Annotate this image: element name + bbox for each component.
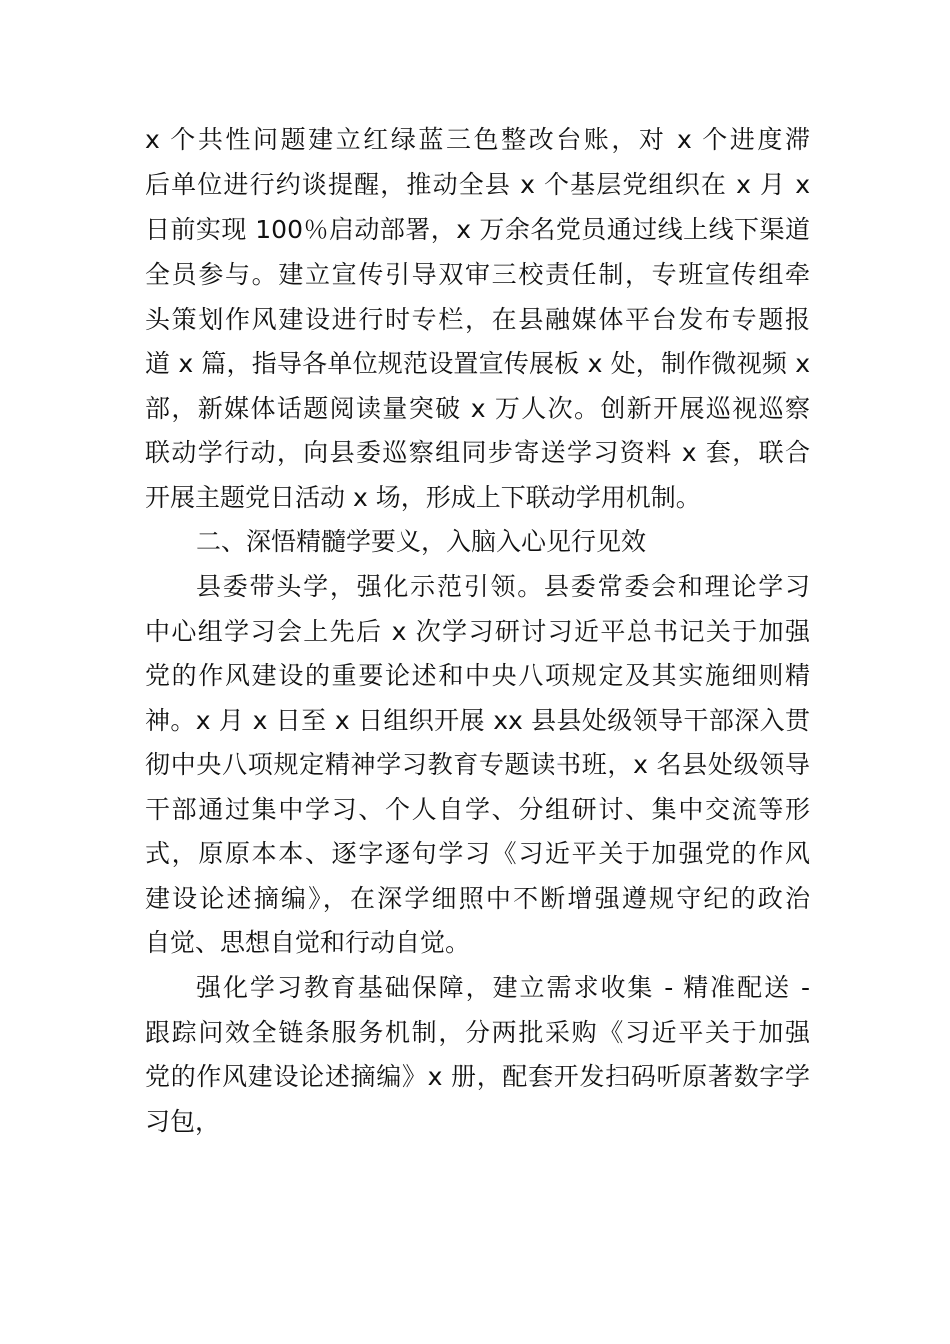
text-line: 跟踪问效全链条服务机制，分两批采购《习近平关于加强 (145, 1018, 810, 1047)
text-line: 开展主题党日活动 x 场，形成上下联动学用机制。 (145, 483, 701, 512)
text-line: 干部通过集中学习、个人自学、分组研讨、集中交流等形 (145, 795, 810, 824)
text-line: 自觉、思想自觉和行动自觉。 (145, 928, 471, 957)
text-line: 中心组学习会上先后 x 次学习研讨习近平总书记关于加强 (145, 617, 810, 646)
text-line: 日前实现 100％启动部署，x 万余名党员通过线上线下渠道 (145, 215, 810, 244)
text-line: 全员参与。建立宣传引导双审三校责任制，专班宣传组牵 (145, 260, 810, 289)
text-line: 彻中央八项规定精神学习教育专题读书班，x 名县处级领导 (145, 750, 810, 779)
text-line: 式，原原本本、逐字逐句学习《习近平关于加强党的作风 (145, 839, 810, 868)
text-line: 头策划作风建设进行时专栏，在县融媒体平台发布专题报 (145, 305, 810, 334)
text-line: 县委带头学，强化示范引领。县委常委会和理论学习 (196, 572, 810, 601)
text-line: 部，新媒体话题阅读量突破 x 万人次。创新开展巡视巡察 (145, 394, 810, 423)
text-line: 神。x 月 x 日至 x 日组织开展 xx 县县处级领导干部深入贯 (145, 706, 810, 735)
section-heading: 二、深悟精髓学要义，入脑入心见行见效 (196, 527, 647, 556)
text-line: 建设论述摘编》，在深学细照中不断增强遵规守纪的政治 (145, 884, 810, 913)
text-line: 党的作风建设论述摘编》x 册，配套开发扫码听原著数字学 (145, 1062, 810, 1091)
text-line: 联动学行动，向县委巡察组同步寄送学习资料 x 套，联合 (145, 438, 810, 467)
text-line: 强化学习教育基础保障，建立需求收集 - 精准配送 - (196, 973, 810, 1002)
text-line: 道 x 篇，指导各单位规范设置宣传展板 x 处，制作微视频 x (145, 349, 810, 378)
text-line: 后单位进行约谈提醒，推动全县 x 个基层党组织在 x 月 x (145, 170, 810, 199)
text-line: x 个共性问题建立红绿蓝三色整改台账，对 x 个进度滞 (145, 125, 810, 154)
text-line: 习包， (145, 1107, 221, 1136)
text-line: 党的作风建设的重要论述和中央八项规定及其实施细则精 (145, 661, 810, 690)
